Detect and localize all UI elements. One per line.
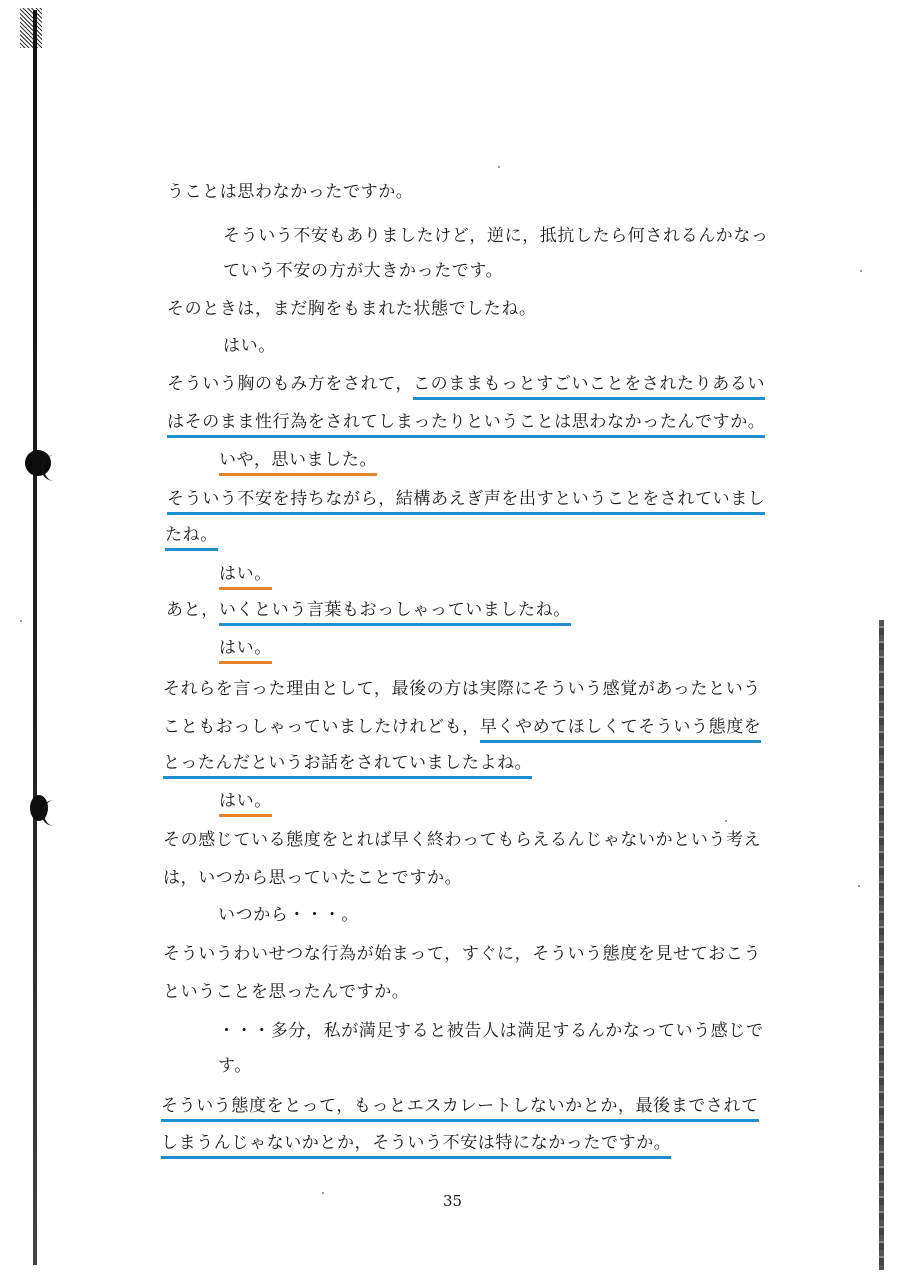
scan-speck <box>498 166 500 168</box>
scan-speck <box>322 1192 324 1194</box>
question-line: そういうわいせつな行為が始まって，すぐに，そういう態度を見せておこう <box>163 944 762 964</box>
answer-line <box>219 790 272 812</box>
highlight-blue: しまうんじゃないかとか，そういう不安は特になかったですか。 <box>161 1133 671 1159</box>
answer-line: そういう不安もありましたけど，逆に，抵抗したら何されるんかなっ <box>223 226 769 246</box>
scan-edge-line <box>879 620 884 1270</box>
question-line <box>161 1132 671 1154</box>
highlight-blue: はそのまま性行為をされてしまったりということは思わなかったんですか。 <box>167 412 765 438</box>
answer-line: はい。 <box>223 336 276 356</box>
question-line <box>165 524 218 546</box>
answer-line <box>219 637 272 659</box>
highlight-blue: このままもっとすごいことをされたりあるい <box>413 374 765 400</box>
answer-line: ていう不安の方が大きかったです。 <box>223 261 504 281</box>
question-line: こともおっしゃっていましたけれども，早くやめてほしくてそういう態度を <box>163 716 761 738</box>
punch-hole-crescent-icon <box>36 453 62 483</box>
answer-line: す。 <box>218 1056 252 1076</box>
answer-line <box>219 449 377 471</box>
question-line <box>167 411 765 433</box>
answer-line: いつから・・・。 <box>218 905 359 925</box>
highlight-blue: そういう不安を持ちながら，結構あえぎ声を出すということをされていまし <box>167 489 765 515</box>
question-line: は，いつから思っていたことですか。 <box>163 868 463 888</box>
highlight-blue: いくという言葉もおっしゃっていましたね。 <box>219 600 571 626</box>
question-line: そういう胸のもみ方をされて，このままもっとすごいことをされたりあるい <box>167 373 765 395</box>
answer-line <box>219 563 272 585</box>
highlight-blue: たね。 <box>165 525 218 551</box>
answer-line: ・・・多分，私が満足すると被告人は満足するんかなっていう感じで <box>218 1021 764 1041</box>
punch-hole-crescent-icon <box>36 798 62 828</box>
question-line: その感じている態度をとれば早く終わってもらえるんじゃないかという考え <box>163 830 762 850</box>
highlight-blue: そういう態度をとって，もっとエスカレートしないかとか，最後までされて <box>161 1096 759 1122</box>
binding-edge-line <box>33 10 37 1265</box>
scan-speck <box>858 885 860 887</box>
scan-noise <box>20 8 42 48</box>
highlight-orange: はい。 <box>219 564 272 590</box>
scan-speck <box>725 820 727 822</box>
question-line: ということを思ったんですか。 <box>163 982 410 1002</box>
question-line <box>167 488 765 510</box>
scan-speck <box>20 620 22 622</box>
highlight-orange: はい。 <box>219 791 272 817</box>
highlight-orange: はい。 <box>219 638 272 664</box>
question-line <box>161 1095 759 1117</box>
page-number: 35 <box>442 1192 463 1210</box>
question-line: うことは思わなかったですか。 <box>167 182 414 202</box>
highlight-blue: 早くやめてほしくてそういう態度を <box>480 717 762 743</box>
question-line: それらを言った理由として，最後の方は実際にそういう感覚があったという <box>163 679 761 699</box>
question-line: あと，いくという言葉もおっしゃっていましたね。 <box>166 599 571 621</box>
question-line: そのときは，まだ胸をもまれた状態でしたね。 <box>167 299 537 319</box>
question-line <box>163 752 532 774</box>
highlight-blue: とったんだというお話をされていましたよね。 <box>163 753 532 779</box>
scan-speck <box>860 270 862 272</box>
highlight-orange: いや，思いました。 <box>219 450 377 476</box>
